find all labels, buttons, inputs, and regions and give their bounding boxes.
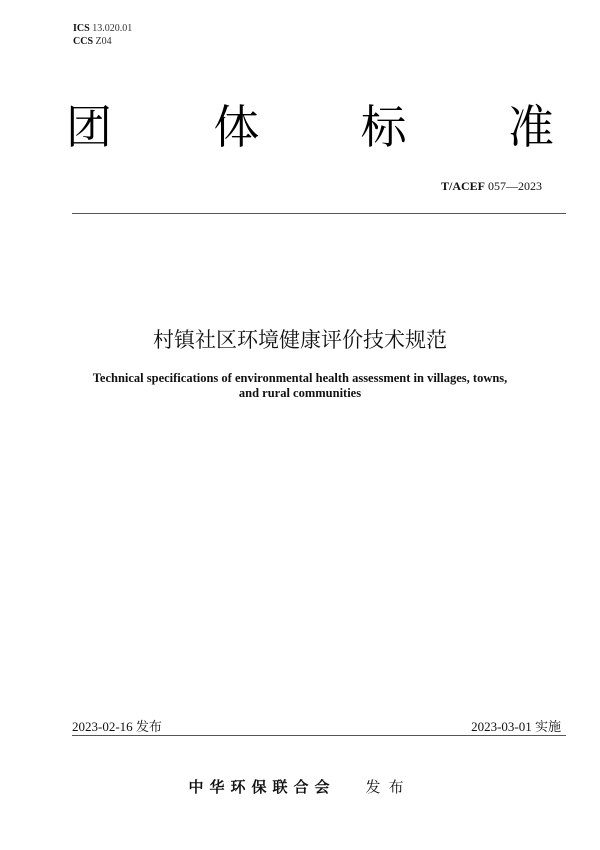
bottom-divider [72, 735, 566, 736]
ics-label: ICS [73, 23, 90, 34]
standard-code [441, 179, 542, 194]
ccs-value: Z04 [95, 36, 112, 47]
standard-type-char: 准 [507, 100, 554, 154]
standard-type-char: 团 [66, 100, 112, 154]
english-title-line: Technical specifications of environmental health assessment in villages, towns, [92, 371, 508, 385]
standard-code-separator: — [506, 179, 518, 193]
english-title [40, 371, 560, 401]
publish-date: 2023-02-16 发布 [72, 719, 162, 734]
implement-date: 2023-03-01 实施 [471, 719, 561, 734]
chinese-title: 村镇社区环境健康评价技术规范 [153, 328, 447, 352]
ics-value: 13.020.01 [92, 23, 133, 34]
publisher-line [0, 776, 600, 797]
standard-type-char: 标 [360, 100, 407, 154]
publisher-action: 发布 [365, 778, 412, 796]
standard-code-prefix: T/ACEF [440, 179, 485, 193]
ccs-code [73, 35, 132, 48]
standard-type-char: 体 [213, 100, 260, 154]
standard-type-heading [66, 92, 554, 162]
ics-code [73, 22, 132, 35]
english-title-line: and rural communities [238, 386, 362, 400]
ccs-label: CCS [73, 36, 94, 47]
publisher-name: 中华环保联合会 [188, 778, 336, 796]
standard-code-year: 2023 [518, 179, 542, 193]
standard-code-number: 057 [488, 179, 506, 193]
top-divider [72, 213, 566, 214]
classification-codes [73, 22, 132, 48]
